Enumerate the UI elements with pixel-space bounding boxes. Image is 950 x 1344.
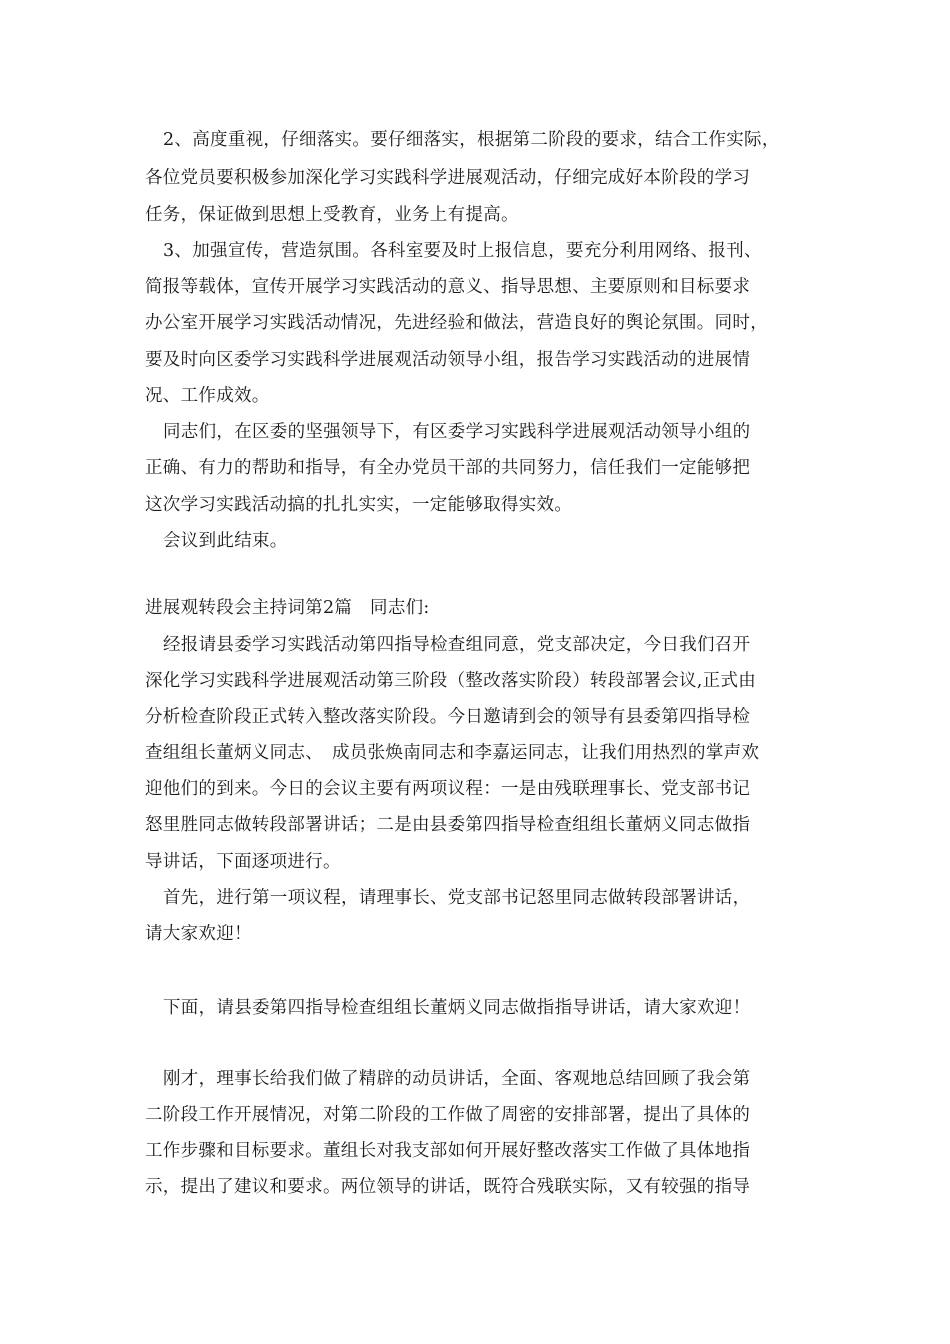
text-line: 要及时向区委学习实践科学进展观活动领导小组，报告学习实践活动的进展情 — [145, 350, 751, 370]
text-line: 深化学习实践科学进展观活动第三阶段（整改落实阶段）转段部署会议,正式由 — [145, 671, 757, 691]
text-line: 刚才，理事长给我们做了精辟的动员讲话，全面、客观地总结回顾了我会第 — [163, 1069, 751, 1089]
section-heading: 进展观转段会主持词第2篇 同志们: — [145, 598, 430, 618]
text-line: 办公室开展学习实践活动情况，先进经验和做法，营造良好的舆论氛围。同时， — [145, 313, 768, 333]
text-line: 同志们，在区委的坚强领导下，有区委学习实践科学进展观活动领导小组的 — [163, 422, 751, 442]
text-line: 况、工作成效。 — [145, 386, 270, 406]
text-line: 怒里胜同志做转段部署讲话；二是由县委第四指导检查组组长董炳义同志做指 — [145, 815, 751, 835]
text-line: 3、加强宣传，营造氛围。各科室要及时上报信息，要充分利用网络、报刊、 — [163, 241, 762, 261]
text-line: 下面，请县委第四指导检查组组长董炳义同志做指指导讲话，请大家欢迎！ — [163, 998, 751, 1018]
text-line: 2、高度重视，仔细落实。要仔细落实，根据第二阶段的要求，结合工作实际， — [163, 130, 780, 150]
text-line: 经报请县委学习实践活动第四指导检查组同意，党支部决定，今日我们召开 — [163, 635, 751, 655]
text-line: 迎他们的到来。今日的会议主要有两项议程：一是由残联理事长、党支部书记 — [145, 779, 751, 799]
text-line: 任务，保证做到思想上受教育，业务上有提高。 — [145, 205, 519, 225]
text-line: 导讲话，下面逐项进行。 — [145, 852, 341, 872]
text-line: 查组组长董炳义同志、 成员张焕南同志和李嘉运同志，让我们用热烈的掌声欢 — [145, 743, 760, 763]
text-line: 各位党员要积极参加深化学习实践科学进展观活动，仔细完成好本阶段的学习 — [145, 168, 751, 188]
text-line: 首先，进行第一项议程，请理事长、党支部书记怒里同志做转段部署讲话， — [163, 888, 751, 908]
text-line: 分析检查阶段正式转入整改落实阶段。今日邀请到会的领导有县委第四指导检 — [145, 707, 751, 727]
text-line: 工作步骤和目标要求。董组长对我支部如何开展好整改落实工作做了具体地指 — [145, 1141, 751, 1161]
text-line: 请大家欢迎！ — [145, 924, 252, 944]
text-line: 简报等载体，宣传开展学习实践活动的意义、指导思想、主要原则和目标要求 — [145, 277, 751, 297]
text-line: 这次学习实践活动搞的扎扎实实，一定能够取得实效。 — [145, 495, 573, 515]
text-line: 会议到此结束。 — [163, 531, 288, 551]
text-line: 正确、有力的帮助和指导，有全办党员干部的共同努力，信任我们一定能够把 — [145, 458, 751, 478]
text-line: 二阶段工作开展情况，对第二阶段的工作做了周密的安排部署，提出了具体的 — [145, 1105, 751, 1125]
text-line: 示，提出了建议和要求。两位领导的讲话，既符合残联实际，又有较强的指导 — [145, 1177, 751, 1197]
